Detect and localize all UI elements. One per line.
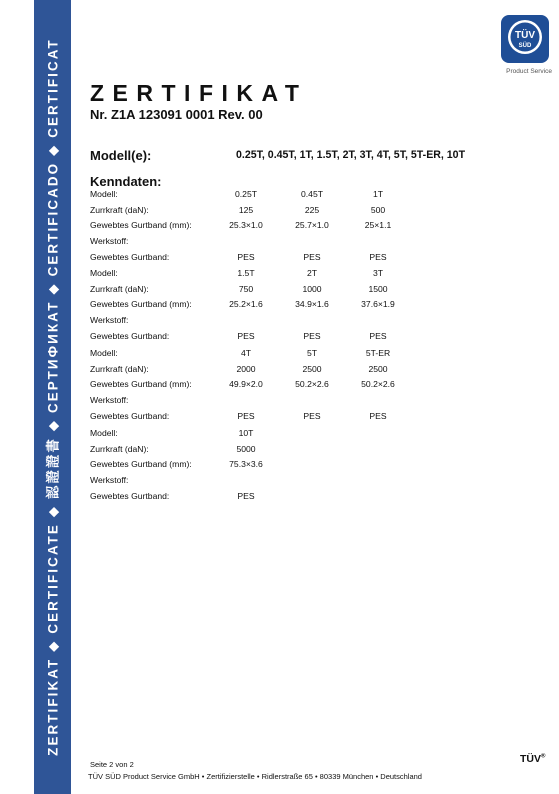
value-gurtband-mm: 34.9×1.6 xyxy=(295,299,329,310)
value-gurtband-mm: 25.2×1.6 xyxy=(229,299,263,310)
value-gurtband-mm: 25×1.1 xyxy=(364,220,392,231)
models-label: Modell(e): xyxy=(90,148,152,163)
label-werkstoff: Werkstoff: xyxy=(90,236,129,247)
certificate-title: ZERTIFIKAT xyxy=(90,80,308,106)
spec-block-3 xyxy=(90,346,430,424)
value-zurrkraft: 500 xyxy=(370,204,386,215)
label-werkstoff: Werkstoff: xyxy=(90,315,129,326)
value-model: 3T xyxy=(372,268,384,278)
value-gurtband-mm: 50.2×2.6 xyxy=(361,379,395,390)
value-zurrkraft: 750 xyxy=(238,283,254,294)
value-gurtband: PES xyxy=(303,330,321,341)
value-gurtband-mm: 25.3×1.0 xyxy=(229,220,263,231)
tuv-sud-logo xyxy=(500,14,550,64)
row-gurtband xyxy=(90,250,430,266)
footer-tuv-mark xyxy=(520,753,545,765)
label-zurrkraft: Zurrkraft (daN): xyxy=(90,204,149,215)
label-gurtband: Gewebtes Gurtband: xyxy=(90,251,170,262)
row-modell xyxy=(90,426,430,442)
kenndaten-heading: Kenndaten: xyxy=(90,174,162,189)
label-gurtband: Gewebtes Gurtband: xyxy=(90,490,170,501)
label-gurtband-mm: Gewebtes Gurtband (mm): xyxy=(90,220,192,231)
row-gurtband-mm xyxy=(90,377,430,393)
value-zurrkraft: 1000 xyxy=(302,283,322,294)
value-zurrkraft: 2000 xyxy=(236,363,256,374)
value-model: 5T-ER xyxy=(365,348,391,358)
label-modell: Modell: xyxy=(90,428,118,438)
logo-text: TÜV xyxy=(515,30,535,41)
row-modell xyxy=(90,266,430,282)
value-model: 1T xyxy=(372,189,384,199)
sidebar-certificate-text: ZERTIFIKAT ◆ CERTIFICATE ◆ 認證證書 ◆ СЕРТИФИКАТ ◆ CERTIFICADO ◆ CERTIFICAT xyxy=(45,38,61,756)
label-modell: Modell: xyxy=(90,268,118,278)
value-zurrkraft: 225 xyxy=(304,204,320,215)
logo-subtext: SÜD xyxy=(518,43,532,49)
value-model: 2T xyxy=(306,268,318,278)
spec-block-1 xyxy=(90,187,430,265)
row-zurrkraft xyxy=(90,442,430,458)
label-gurtband-mm: Gewebtes Gurtband (mm): xyxy=(90,299,192,310)
models-value: 0.25T, 0.45T, 1T, 1.5T, 2T, 3T, 4T, 5T, 5T-ER, 10T xyxy=(236,149,466,161)
value-model: 4T xyxy=(240,348,252,358)
value-model: 0.25T xyxy=(235,189,257,199)
value-gurtband: PES xyxy=(303,410,321,421)
row-zurrkraft xyxy=(90,282,430,298)
value-model: 5T xyxy=(306,348,318,358)
row-modell xyxy=(90,346,430,362)
label-modell: Modell: xyxy=(90,189,118,199)
label-zurrkraft: Zurrkraft (daN): xyxy=(90,283,149,294)
value-gurtband-mm: 25.7×1.0 xyxy=(295,220,329,231)
footer-page-number: Seite 2 von 2 xyxy=(90,760,134,769)
value-gurtband-mm: 50.2×2.6 xyxy=(295,379,329,390)
row-zurrkraft xyxy=(90,362,430,378)
value-gurtband: PES xyxy=(369,330,387,341)
row-zurrkraft xyxy=(90,203,430,219)
value-gurtband-mm: 37.6×1.9 xyxy=(361,299,395,310)
value-gurtband: PES xyxy=(369,410,387,421)
label-gurtband-mm: Gewebtes Gurtband (mm): xyxy=(90,379,192,390)
value-zurrkraft: 5000 xyxy=(236,443,256,454)
label-modell: Modell: xyxy=(90,348,118,358)
row-gurtband xyxy=(90,489,430,505)
label-werkstoff: Werkstoff: xyxy=(90,395,129,406)
spec-block-4 xyxy=(90,426,430,504)
value-gurtband: PES xyxy=(303,251,321,262)
value-zurrkraft: 1500 xyxy=(368,283,388,294)
row-gurtband-mm xyxy=(90,218,430,234)
registered-mark: ® xyxy=(541,753,546,760)
value-gurtband-mm: 49.9×2.0 xyxy=(229,379,263,390)
label-werkstoff: Werkstoff: xyxy=(90,475,129,486)
label-zurrkraft: Zurrkraft (daN): xyxy=(90,443,149,454)
value-gurtband: PES xyxy=(237,330,255,341)
value-gurtband: PES xyxy=(237,490,255,501)
row-gurtband-mm xyxy=(90,297,430,313)
row-gurtband-mm xyxy=(90,457,430,473)
value-model: 10T xyxy=(238,428,254,438)
row-gurtband xyxy=(90,329,430,345)
row-gurtband xyxy=(90,409,430,425)
value-zurrkraft: 2500 xyxy=(368,363,388,374)
row-werkstoff xyxy=(90,473,430,489)
value-model: 0.45T xyxy=(301,189,323,199)
value-gurtband: PES xyxy=(369,251,387,262)
certificate-number: Nr. Z1A 123091 0001 Rev. 00 xyxy=(90,107,263,122)
footer-mark-text: TÜV xyxy=(520,753,541,765)
label-gurtband-mm: Gewebtes Gurtband (mm): xyxy=(90,459,192,470)
spec-block-2 xyxy=(90,266,430,344)
logo-caption: Product Service xyxy=(506,68,552,75)
value-zurrkraft: 2500 xyxy=(302,363,322,374)
label-zurrkraft: Zurrkraft (daN): xyxy=(90,363,149,374)
value-gurtband: PES xyxy=(237,410,255,421)
label-gurtband: Gewebtes Gurtband: xyxy=(90,410,170,421)
value-zurrkraft: 125 xyxy=(238,204,254,215)
footer-address: TÜV SÜD Product Service GmbH • Zertifizierstelle • Ridlerstraße 65 • 80339 München • Deutschland xyxy=(88,772,422,781)
value-gurtband: PES xyxy=(237,251,255,262)
value-gurtband-mm: 75.3×3.6 xyxy=(229,459,263,470)
row-modell xyxy=(90,187,430,203)
row-werkstoff xyxy=(90,313,430,329)
value-model: 1.5T xyxy=(237,268,255,278)
row-werkstoff xyxy=(90,393,430,409)
sidebar xyxy=(0,0,71,794)
row-werkstoff xyxy=(90,234,430,250)
label-gurtband: Gewebtes Gurtband: xyxy=(90,330,170,341)
